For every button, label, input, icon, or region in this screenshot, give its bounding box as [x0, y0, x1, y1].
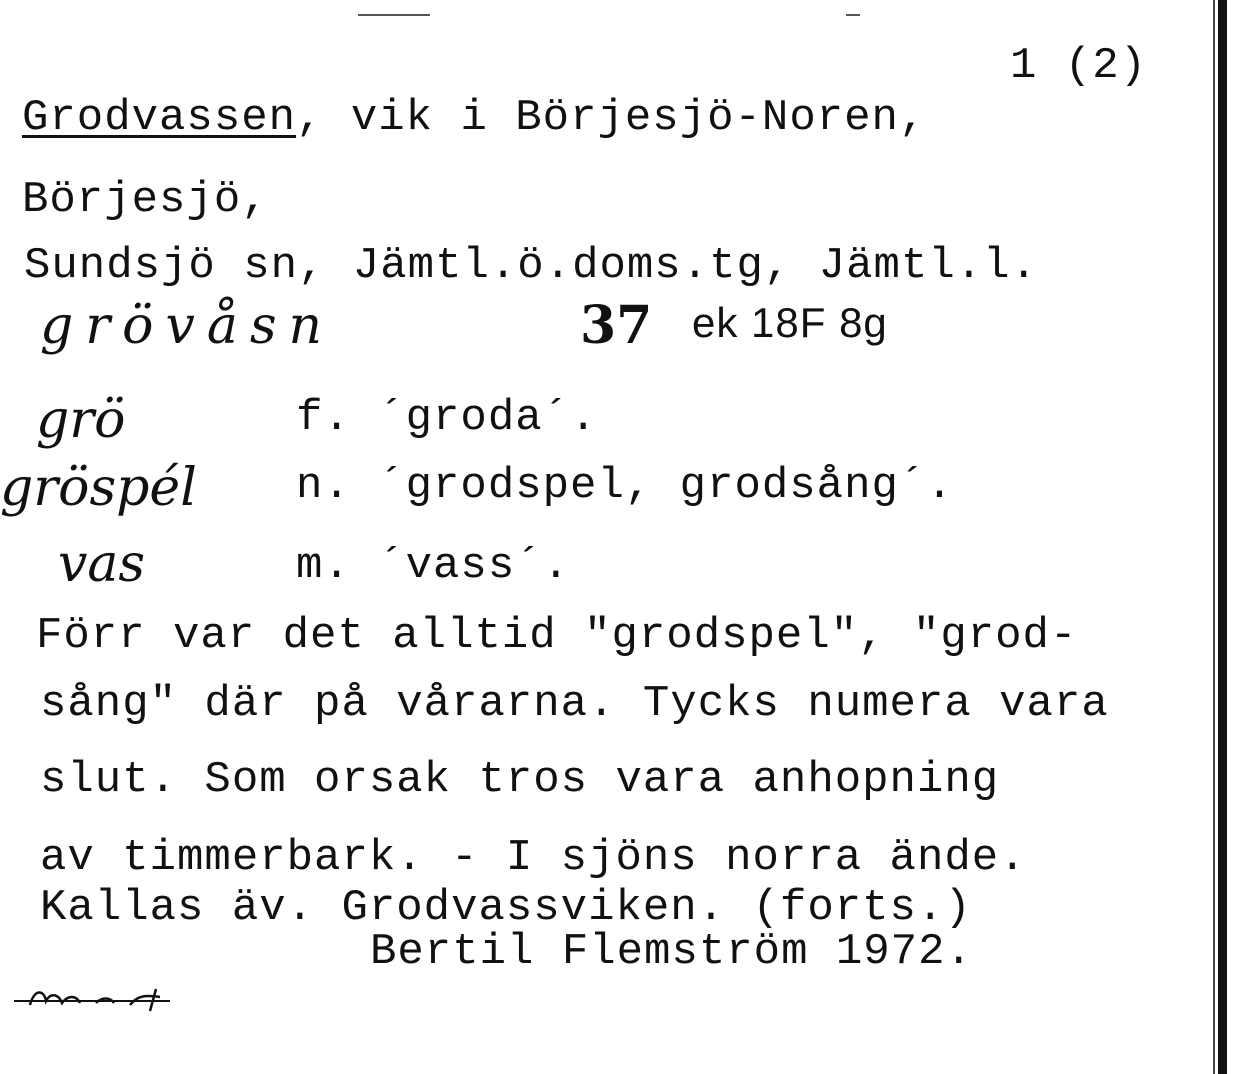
headword: Grodvassen — [22, 93, 297, 143]
page-number: 1 (2) — [1010, 41, 1148, 91]
paragraph-line: sång" där på vårarna. Tycks numera vara — [40, 679, 1109, 729]
pronunciation-ref: ek 18F 8g — [692, 299, 888, 346]
card-edge — [1213, 0, 1215, 1074]
headword-rest: , vik i Börjesjö-Noren, — [296, 93, 927, 143]
scan-mark — [846, 14, 860, 16]
parish-line: Sundsjö sn, Jämtl.ö.doms.tg, Jämtl.l. — [24, 241, 1038, 291]
word-handwritten: vas — [58, 534, 146, 594]
word-handwritten: grö — [36, 390, 126, 450]
author-signature-line: Bertil Flemström 1972. — [370, 927, 973, 977]
word-gloss: f. ´groda´. — [296, 393, 598, 443]
headword-line — [22, 93, 927, 143]
pronunciation-number: 37 — [580, 295, 653, 356]
pronunciation-handwritten: grövåsn — [40, 296, 335, 356]
word-gloss: n. ´grodspel, grodsång´. — [296, 461, 954, 511]
card-edge — [1218, 0, 1227, 1074]
paragraph-line: slut. Som orsak tros vara anhopning — [40, 755, 1000, 805]
scan-mark — [358, 14, 430, 16]
location-line: Börjesjö, — [22, 175, 269, 225]
paragraph-line: Förr var det alltid "grodspel", "grod- — [36, 611, 1078, 661]
handwritten-initials — [10, 985, 180, 1015]
paragraph-line: Kallas äv. Grodvassviken. (forts.) — [40, 883, 972, 933]
word-gloss: m. ´vass´. — [296, 541, 571, 591]
paragraph-line: av timmerbark. - I sjöns norra ände. — [40, 833, 1027, 883]
word-handwritten: gröspél — [0, 458, 197, 518]
